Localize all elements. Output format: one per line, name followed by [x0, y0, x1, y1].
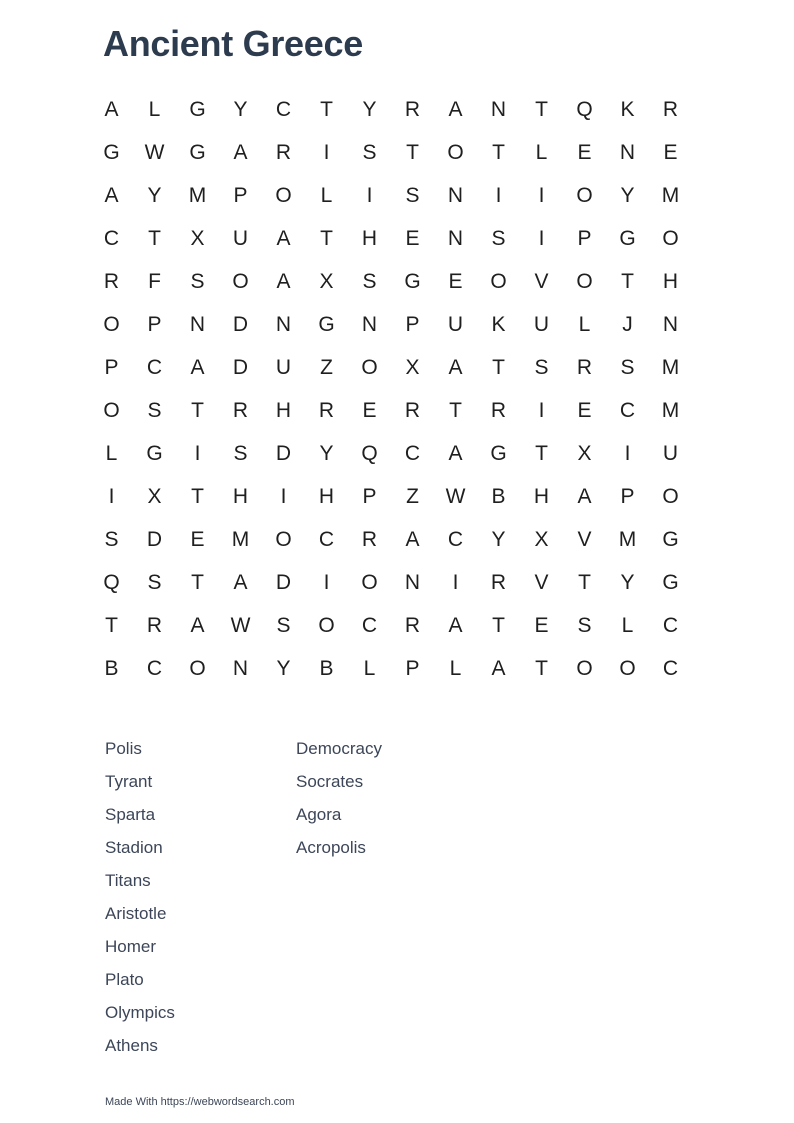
grid-letter: O	[576, 183, 593, 207]
grid-letter: X	[405, 355, 420, 379]
grid-letter: P	[104, 355, 119, 379]
grid-letter: A	[448, 613, 463, 637]
grid-letter: S	[405, 183, 420, 207]
grid-letter: C	[662, 613, 679, 637]
grid-letter: R	[404, 613, 421, 637]
grid-letter: N	[490, 97, 507, 121]
grid-letter: A	[276, 269, 291, 293]
grid-letter: H	[232, 484, 249, 508]
grid-letter: S	[577, 613, 592, 637]
grid-letter: N	[189, 312, 206, 336]
grid-letter: A	[233, 570, 248, 594]
grid-letter: Q	[103, 570, 120, 594]
grid-letter: Y	[620, 183, 635, 207]
grid-letter: O	[447, 140, 464, 164]
grid-letter: R	[275, 140, 292, 164]
grid-letter: A	[233, 140, 248, 164]
grid-letter: T	[105, 613, 118, 637]
grid-letter: W	[144, 140, 165, 164]
grid-letter: D	[275, 570, 292, 594]
word-list	[105, 736, 487, 1066]
grid-letter: R	[662, 97, 679, 121]
grid-letter: U	[232, 226, 249, 250]
grid-letter: H	[318, 484, 335, 508]
grid-letter: L	[148, 97, 161, 121]
grid-letter: P	[362, 484, 377, 508]
grid-letter: O	[662, 484, 679, 508]
grid-letter: O	[490, 269, 507, 293]
grid-letter: D	[232, 355, 249, 379]
grid-letter: T	[148, 226, 161, 250]
grid-letter: N	[275, 312, 292, 336]
grid-letter: Y	[147, 183, 162, 207]
grid-letter: R	[490, 398, 507, 422]
grid-letter: M	[188, 183, 207, 207]
grid-letter: R	[404, 97, 421, 121]
grid-letter: C	[103, 226, 120, 250]
grid-letter: T	[535, 441, 548, 465]
grid-letter: G	[404, 269, 421, 293]
word-list-item: Tyrant	[105, 772, 153, 791]
grid-letter: U	[447, 312, 464, 336]
grid-letter: A	[491, 656, 506, 680]
grid-letter: R	[404, 398, 421, 422]
grid-letter: A	[448, 97, 463, 121]
word-list-item: Socrates	[296, 772, 364, 791]
grid-letter: T	[191, 570, 204, 594]
grid-letter: H	[275, 398, 292, 422]
grid-letter: W	[230, 613, 251, 637]
grid-letter: C	[404, 441, 421, 465]
grid-letter: S	[491, 226, 506, 250]
grid-letter: I	[323, 570, 330, 594]
grid-letter: I	[194, 441, 201, 465]
grid-letter: T	[406, 140, 419, 164]
grid-letter: S	[104, 527, 119, 551]
grid-letter: T	[320, 97, 333, 121]
word-list-column	[296, 736, 487, 1066]
grid-letter: P	[577, 226, 592, 250]
grid-letter: Z	[320, 355, 333, 379]
grid-letter: P	[620, 484, 635, 508]
word-list-item: Sparta	[105, 805, 156, 824]
grid-letter: G	[662, 570, 679, 594]
grid-letter: R	[103, 269, 120, 293]
grid-letter: M	[231, 527, 250, 551]
grid-letter: M	[618, 527, 637, 551]
grid-letter: V	[534, 570, 549, 594]
grid-letter: X	[534, 527, 549, 551]
word-list-item: Olympics	[105, 1003, 175, 1022]
grid-letter: A	[448, 441, 463, 465]
grid-letter: N	[447, 183, 464, 207]
grid-letter: Y	[620, 570, 635, 594]
grid-letter: Y	[362, 97, 377, 121]
grid-letter: H	[662, 269, 679, 293]
grid-letter: R	[318, 398, 335, 422]
grid-letter: U	[533, 312, 550, 336]
grid-letter: G	[490, 441, 507, 465]
grid-letter: D	[232, 312, 249, 336]
grid-letter: E	[663, 140, 678, 164]
grid-letter: X	[147, 484, 162, 508]
grid-letter: S	[534, 355, 549, 379]
grid-letter: A	[104, 183, 119, 207]
grid-letter: H	[533, 484, 550, 508]
grid-letter: P	[405, 656, 420, 680]
grid-letter: D	[275, 441, 292, 465]
grid-letter: A	[405, 527, 420, 551]
word-list-item: Titans	[105, 871, 151, 890]
grid-letter: J	[622, 312, 633, 336]
grid-letter: A	[190, 355, 205, 379]
grid-letter: F	[148, 269, 161, 293]
grid-letter: R	[361, 527, 378, 551]
grid-letter: N	[404, 570, 421, 594]
grid-letter: C	[146, 656, 163, 680]
grid-letter: E	[448, 269, 463, 293]
grid-letter: L	[578, 312, 591, 336]
grid-letter: L	[621, 613, 634, 637]
grid-letter: Y	[233, 97, 248, 121]
grid-letter: X	[319, 269, 334, 293]
word-list-item: Homer	[105, 937, 157, 956]
grid-letter: W	[445, 484, 466, 508]
grid-letter: E	[577, 398, 592, 422]
grid-letter: O	[576, 656, 593, 680]
grid-letter: S	[147, 570, 162, 594]
grid-letter: A	[577, 484, 592, 508]
grid-letter: L	[535, 140, 548, 164]
grid-letter: O	[318, 613, 335, 637]
grid-letter: C	[619, 398, 636, 422]
grid-letter: N	[447, 226, 464, 250]
word-search-grid	[90, 88, 692, 690]
grid-letter: I	[366, 183, 373, 207]
word-list-item: Plato	[105, 970, 144, 989]
word-list-item: Athens	[105, 1036, 158, 1055]
grid-letter: U	[275, 355, 292, 379]
grid-letter: G	[619, 226, 636, 250]
grid-letter: O	[232, 269, 249, 293]
grid-letter: B	[491, 484, 506, 508]
grid-letter: S	[233, 441, 248, 465]
grid-letter: V	[534, 269, 549, 293]
grid-letter: P	[233, 183, 248, 207]
grid-letter: S	[362, 140, 377, 164]
grid-letter: K	[491, 312, 506, 336]
grid-letter: N	[662, 312, 679, 336]
grid-letter: I	[538, 183, 545, 207]
grid-letter: E	[534, 613, 549, 637]
grid-letter: T	[535, 97, 548, 121]
grid-letter: M	[661, 183, 680, 207]
grid-letter: A	[104, 97, 119, 121]
grid-letter: O	[275, 183, 292, 207]
grid-letter: S	[276, 613, 291, 637]
grid-letter: S	[147, 398, 162, 422]
grid-letter: Z	[406, 484, 419, 508]
grid-letter: N	[619, 140, 636, 164]
grid-letter: T	[578, 570, 591, 594]
grid-letter: I	[538, 226, 545, 250]
grid-letter: A	[448, 355, 463, 379]
grid-letter: O	[361, 355, 378, 379]
grid-letter: G	[318, 312, 335, 336]
grid-letter: O	[275, 527, 292, 551]
grid-letter: R	[576, 355, 593, 379]
grid-letter: R	[490, 570, 507, 594]
word-list-item: Democracy	[296, 739, 382, 758]
grid-letter: O	[189, 656, 206, 680]
grid-letter: R	[232, 398, 249, 422]
grid-letter: T	[449, 398, 462, 422]
grid-letter: Q	[361, 441, 378, 465]
grid-letter: C	[275, 97, 292, 121]
word-list-item: Aristotle	[105, 904, 167, 923]
grid-letter: I	[624, 441, 631, 465]
grid-letter: T	[621, 269, 634, 293]
grid-letter: G	[146, 441, 163, 465]
grid-letter: Y	[491, 527, 506, 551]
word-list-item: Agora	[296, 805, 342, 824]
grid-letter: G	[662, 527, 679, 551]
grid-letter: U	[662, 441, 679, 465]
grid-letter: N	[361, 312, 378, 336]
footer-credit: Made With https://webwordsearch.com	[105, 1096, 295, 1108]
grid-letter: B	[104, 656, 119, 680]
grid-letter: G	[189, 140, 206, 164]
word-list-item: Polis	[105, 739, 142, 758]
grid-letter: Q	[576, 97, 593, 121]
grid-letter: S	[190, 269, 205, 293]
grid-letter: I	[108, 484, 115, 508]
grid-letter: C	[662, 656, 679, 680]
grid-letter: T	[492, 140, 505, 164]
grid-letter: M	[661, 355, 680, 379]
grid-letter: X	[577, 441, 592, 465]
grid-letter: Y	[276, 656, 291, 680]
grid-letter: C	[361, 613, 378, 637]
grid-letter: I	[323, 140, 330, 164]
grid-letter: T	[320, 226, 333, 250]
grid-letter: I	[495, 183, 502, 207]
grid-letter: S	[362, 269, 377, 293]
grid-letter: G	[189, 97, 206, 121]
grid-letter: E	[405, 226, 420, 250]
grid-letter: E	[577, 140, 592, 164]
grid-letter: T	[191, 398, 204, 422]
grid-letter: Y	[319, 441, 334, 465]
grid-letter: C	[318, 527, 335, 551]
grid-letter: M	[661, 398, 680, 422]
grid-letter: A	[276, 226, 291, 250]
grid-letter: K	[620, 97, 635, 121]
grid-letter: P	[147, 312, 162, 336]
grid-letter: L	[449, 656, 462, 680]
grid-letter: G	[103, 140, 120, 164]
word-list-item: Acropolis	[296, 838, 366, 857]
grid-letter: O	[103, 398, 120, 422]
grid-letter: O	[619, 656, 636, 680]
grid-letter: L	[105, 441, 118, 465]
grid-letter: L	[320, 183, 333, 207]
grid-letter: H	[361, 226, 378, 250]
grid-letter: I	[452, 570, 459, 594]
grid-letter: P	[405, 312, 420, 336]
grid-letter: D	[146, 527, 163, 551]
grid-letter: I	[538, 398, 545, 422]
word-list-column	[105, 736, 296, 1066]
grid-letter: V	[577, 527, 592, 551]
grid-letter: T	[492, 355, 505, 379]
grid-letter: T	[191, 484, 204, 508]
grid-letter: O	[576, 269, 593, 293]
grid-letter: A	[190, 613, 205, 637]
word-list-item: Stadion	[105, 838, 163, 857]
grid-letter: E	[190, 527, 205, 551]
grid-letter: N	[232, 656, 249, 680]
grid-letter: T	[492, 613, 505, 637]
grid-letter: B	[319, 656, 334, 680]
grid-letter: X	[190, 226, 205, 250]
grid-letter: S	[620, 355, 635, 379]
grid-letter: E	[362, 398, 377, 422]
grid-letter: I	[280, 484, 287, 508]
page-title: Ancient Greece	[103, 23, 363, 64]
grid-letter: O	[662, 226, 679, 250]
grid-letter: C	[146, 355, 163, 379]
grid-letter: O	[103, 312, 120, 336]
grid-letter: C	[447, 527, 464, 551]
grid-letter: O	[361, 570, 378, 594]
grid-letter: R	[146, 613, 163, 637]
grid-letter: T	[535, 656, 548, 680]
grid-letter: L	[363, 656, 376, 680]
